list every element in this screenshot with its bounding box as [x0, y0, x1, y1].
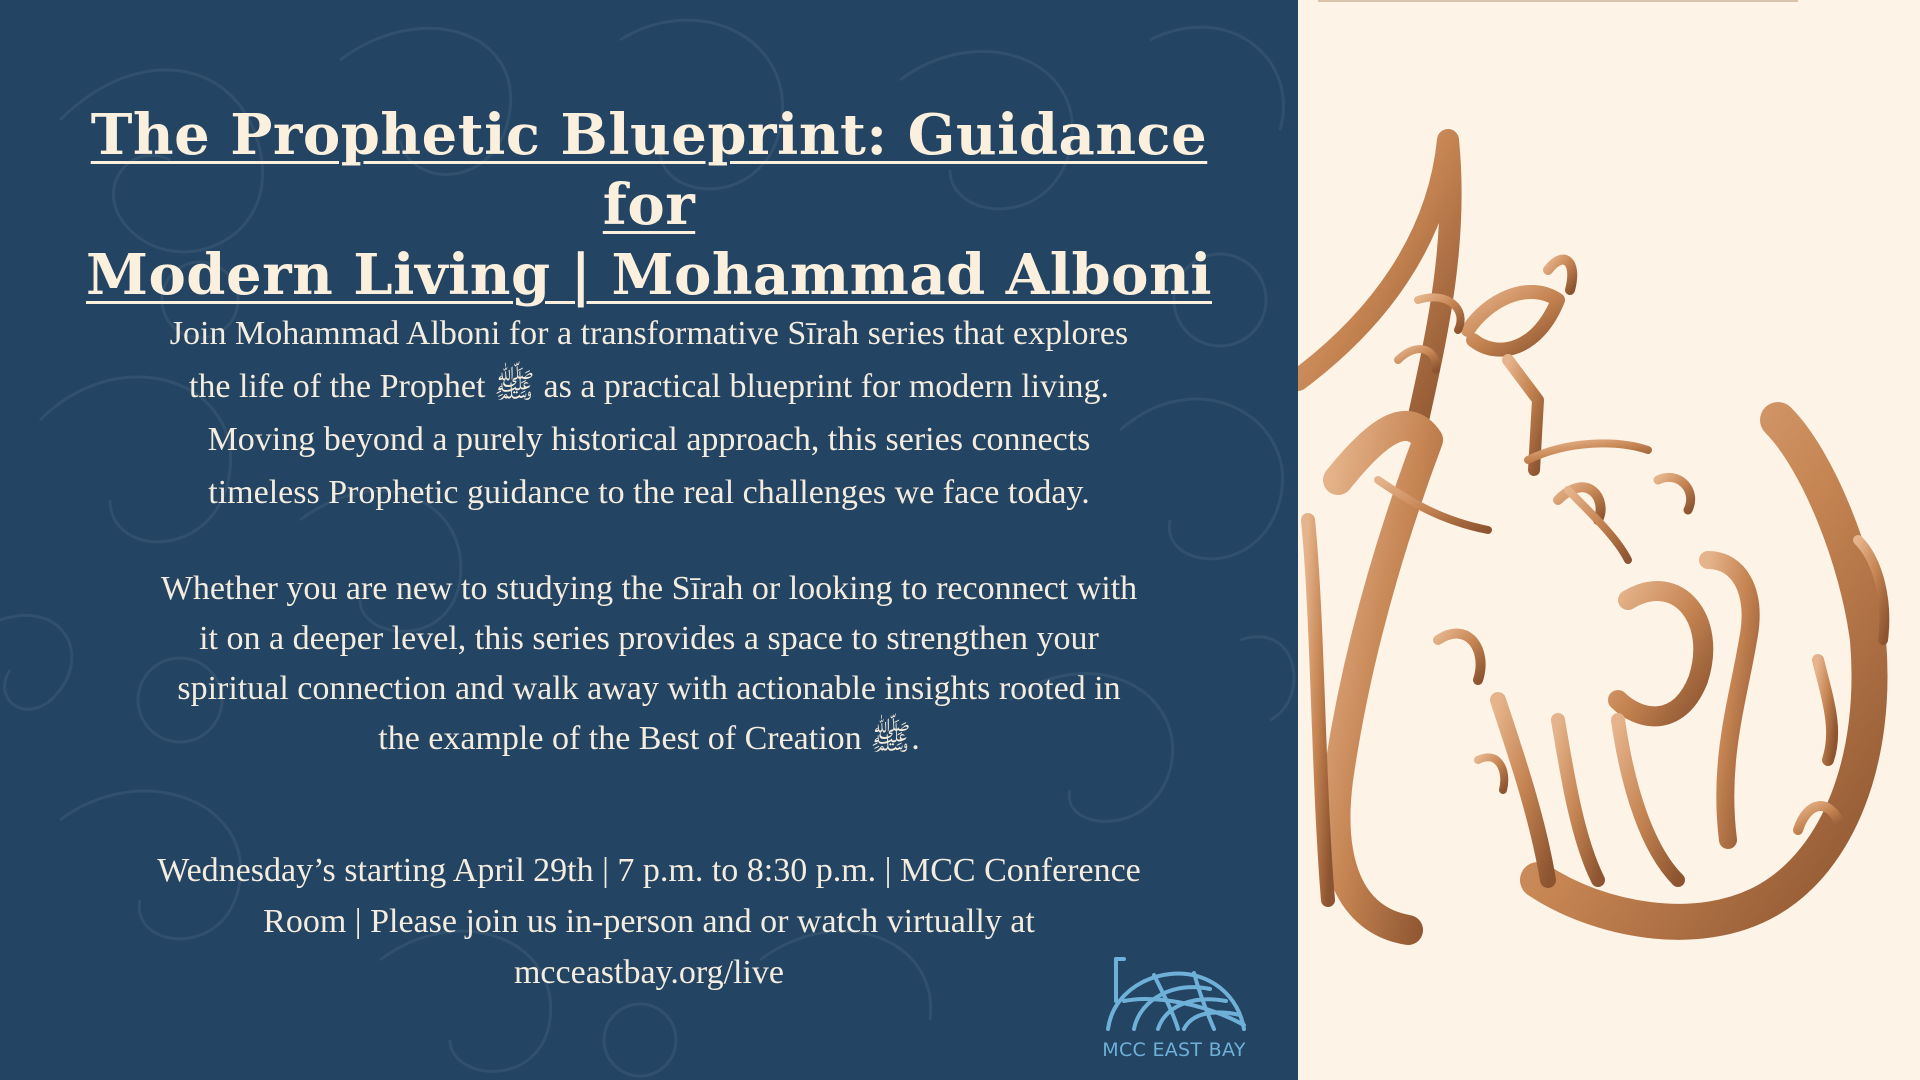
mcc-east-bay-logo — [1094, 955, 1254, 1061]
audience-line: Whether you are new to studying the Sīrah or looking to reconnect with — [160, 570, 1138, 607]
top-divider — [1318, 0, 1798, 2]
calligraphy-panel — [1298, 0, 1920, 1080]
audience-line: it on a deeper level, this series provides a space to strengthen your — [199, 620, 1099, 657]
description-line: the life of the Prophet ﷺ as a practical blueprint for modern living. — [188, 368, 1110, 405]
description-line: Join Mohammad Alboni for a transformative Sīrah series that explores — [169, 315, 1129, 352]
audience-paragraph — [40, 564, 1258, 764]
event-title — [40, 100, 1258, 310]
description-paragraph — [40, 307, 1258, 519]
title-line-1: The Prophetic Blueprint: Guidance for — [90, 102, 1208, 238]
globe-mosque-icon — [1094, 955, 1254, 1035]
schedule-link[interactable]: mcceastbay.org/live — [513, 954, 784, 991]
schedule-paragraph — [40, 845, 1258, 998]
schedule-line: Room | Please join us in-person and or watch virtually at — [263, 903, 1035, 940]
arabic-calligraphy-allah-icon — [1298, 0, 1920, 1080]
description-line: timeless Prophetic guidance to the real challenges we face today. — [208, 474, 1090, 511]
schedule-line: Wednesday’s starting April 29th | 7 p.m. to 8:30 p.m. | MCC Conference — [157, 852, 1141, 889]
title-line-2: Modern Living | Mohammad Alboni — [85, 242, 1213, 308]
audience-line: spiritual connection and walk away with actionable insights rooted in — [177, 670, 1121, 707]
logo-text: MCC EAST BAY — [1102, 1039, 1246, 1061]
audience-line: the example of the Best of Creation ﷺ. — [378, 720, 920, 757]
description-line: Moving beyond a purely historical approach, this series connects — [207, 421, 1091, 458]
